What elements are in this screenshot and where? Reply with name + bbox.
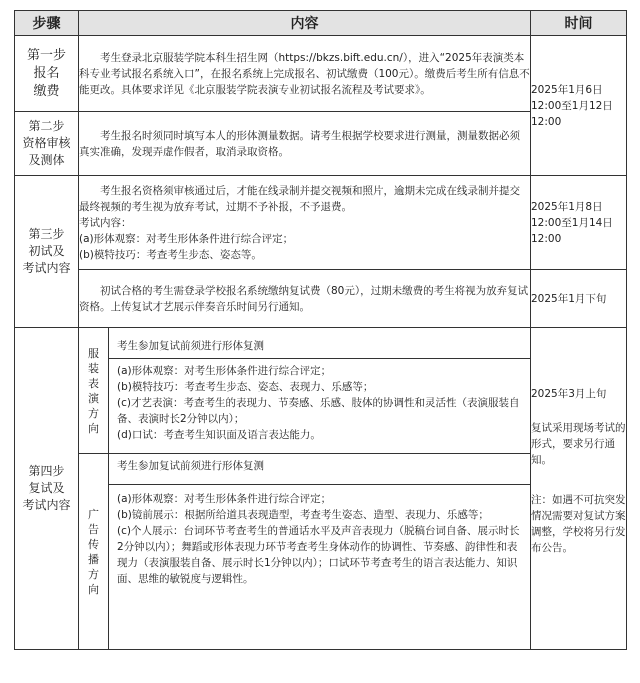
step1-title: 第一步 报名 缴费 [15, 36, 79, 112]
step2-title: 第二步 资格审核 及测体 [15, 112, 79, 176]
header-content: 内容 [79, 11, 531, 36]
step3-title: 第三步 初试及 考试内容 [15, 176, 79, 328]
header-step: 步骤 [15, 11, 79, 36]
step4-row-fashion [15, 328, 627, 454]
step3-content-b: 初试合格的考生需登录学校报名系统缴纳复试费（80元），过期未缴费的考生将视为放弃复试资格。上传复试才艺展示伴奏音乐时间另行通知。 [79, 270, 531, 328]
header-row [15, 11, 627, 36]
header-time: 时间 [531, 11, 627, 36]
step1-content: 考生登录北京服装学院本科生招生网（https://bkzs.bift.edu.cn/），进入“2025年表演类本科专业考试报名系统入口”，在报名系统上完成报名、初试缴费（100元）。缴费后考生所有信息不能更改。具体要求详见《北京服装学院表演专业初试报名流程及考试要求》。 [79, 36, 531, 112]
step4-title: 第四步 复试及 考试内容 [15, 328, 79, 650]
ad-content: 考生参加复试前须进行形体复测 (a)形体观察：对考生形体条件进行综合评定； (b)镜前展示：根据所给道具表现造型，考查考生姿态、造型、表现力、乐感等； (c)个人展示：台词环节考查考生的普通话水平及声音表现力（脱稿台词自备、展示时长2分钟以内）；舞蹈或形体表现力环节考查考生身体动作的协调性、节奏感、韵律性和表现力（表演服装自备、展示时长1分钟以内）；口试环节考查考生的语言表达能力、知识面、思维的敏锐度与逻辑性。 [109, 454, 531, 650]
step2-content: 考生报名时须同时填写本人的形体测量数据。请考生根据学校要求进行测量，测量数据必须真实准确，发现弄虚作假者，取消录取资格。 [79, 112, 531, 176]
fashion-content: 考生参加复试前须进行形体复测 (a)形体观察：对考生形体条件进行综合评定； (b)模特技巧：考查考生步态、姿态、表现力、乐感等； (c)才艺表演：考查考生的表现力、节奏感、乐感、肢体的协调性和灵活性（表演服装自备、表演时长2分钟以内）； (d)口试：考查考生知识面及语言表达能力。 [109, 328, 531, 454]
step3-content-a: 考生报名资格须审核通过后，才能在线录制并提交视频和照片，逾期未完成在线录制并提交最终视频的考生视为放弃考试，过期不予补报，不予退费。 考试内容： (a)形体观察：对考生形体条件进行综合评定； (b)模特技巧：考查考生步态、姿态等。 [79, 176, 531, 270]
fashion-heading: 考生参加复试前须进行形体复测 [109, 334, 530, 359]
time-step4: 2025年3月上旬 复试采用现场考试的形式，要求另行通知。 注：如遇不可抗突发情况需要对复试方案调整，学校将另行发布公告。 [531, 328, 627, 650]
time-steps-1-2: 2025年1月6日12:00至1月12日12:00 [531, 36, 627, 176]
step1-row [15, 36, 627, 112]
time-step3-a: 2025年1月8日12:00至1月14日12:00 [531, 176, 627, 270]
step3-row-a [15, 176, 627, 270]
ad-heading: 考生参加复试前须进行形体复测 [109, 454, 530, 485]
schedule-table [14, 10, 627, 650]
step3-row-b [15, 270, 627, 328]
ad-direction-label: 广 告 传 播 方 向 [79, 454, 109, 650]
time-step3-b: 2025年1月下旬 [531, 270, 627, 328]
fashion-direction-label: 服 装 表 演 方 向 [79, 328, 109, 454]
